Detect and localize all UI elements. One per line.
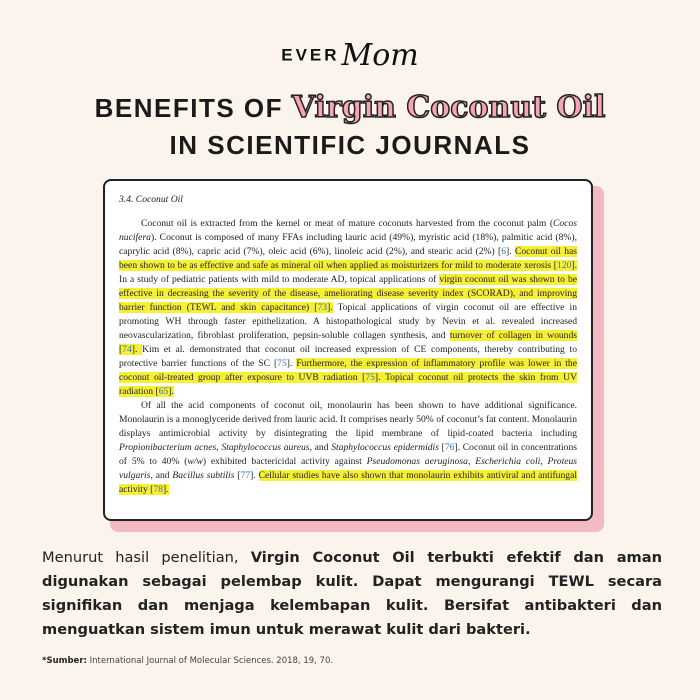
p1-segment: ]. Topical coconut oil protects the skin from UV radiation [: [119, 372, 577, 397]
p2-segment: ,: [540, 456, 548, 467]
p2-segment: ]. Coconut oil in concentrations of 5% to 40% (: [119, 442, 577, 467]
p2-segment: Cellular studies have also shown that monolaurin exhibits antiviral and antifungal activity [: [119, 470, 577, 495]
p2-segment: Proteus vulgaris: [119, 456, 578, 481]
paragraph-2: [119, 399, 577, 497]
p1-segment: Coconut oil is extracted from the kernel or meat of mature coconuts harvested from the coconut palm (: [141, 218, 554, 229]
summary-text: [42, 546, 662, 642]
p2-segment: Staphylococcus aureus: [221, 442, 310, 453]
p1-segment: Coconut oil has been shown to be as effective and safe as mineral oil when applied as moisturizers for mild to moderate xerosis [: [119, 246, 578, 271]
p2-segment: Escherichia coli: [475, 456, 541, 467]
p1-segment: Topical applications of virgin coconut oil are effective in promoting WH through faster epithelization. A histopathological study by Nevin et al. revealed increased neovascularization, fibroblast proliferation, pepsin-soluble collagen synthesis, and: [119, 302, 577, 341]
p1-segment: ].: [571, 260, 577, 271]
p1-segment: 73: [317, 302, 328, 313]
p2-segment: ].: [162, 484, 169, 495]
page-title-line2: IN SCIENTIFIC JOURNALS: [169, 130, 531, 160]
p1-segment: 75: [277, 358, 287, 369]
p2-segment: , and: [150, 470, 173, 481]
summary-lead: Menurut hasil penelitian,: [42, 549, 251, 566]
section-heading: 3.4. Coconut Oil: [119, 194, 183, 205]
p2-segment: Pseudomonas aeruginosa: [366, 456, 468, 467]
p2-segment: Propionibacterium acnes: [119, 442, 217, 453]
p1-segment: ].: [168, 386, 174, 397]
p1-segment: ].: [286, 358, 297, 369]
p1-segment: 120: [557, 260, 572, 271]
brand-logo-ever: EVER: [281, 45, 340, 65]
p1-segment: turnover of collagen in wounds [: [119, 330, 577, 355]
p1-segment: Kim et al. demonstrated that coconut oil increased expression of CE components, thereby contributing to protective barrier functions of the SC [: [119, 344, 577, 369]
p2-segment: 77: [240, 470, 251, 481]
p1-segment: Cocos nucifera: [119, 218, 577, 243]
p2-segment: ) exhibited bactericidal activity against: [202, 456, 367, 467]
p2-segment: ,: [467, 456, 476, 467]
p1-segment: In a study of pediatric patients with mild to moderate AD, topical applications of: [119, 274, 440, 285]
p2-segment: ].: [250, 470, 259, 481]
p2-segment: Staphylococcus epidermidis: [331, 442, 439, 453]
p1-segment: 6: [501, 246, 507, 257]
p1-segment: virgin coconut oil was shown to be effective in decreasing the severity of the disease, ameliorating disease severity index (SCORAD), and improving barrier function (TEWL and skin capacitance) [: [119, 274, 577, 313]
title-prefix: BENEFITS OF: [94, 93, 292, 123]
summary-bold: Virgin Coconut Oil terbukti efektif dan aman digunakan sebagai pelembap kulit.: [42, 549, 662, 590]
p1-segment: ). Coconut is composed of many FFAs including lauric acid (49%), myristic acid (18%), palmitic acid (8%), caprylic acid (8%), capric acid (7%), oleic acid (6%), linoleic acid (2%), and stearic acid (2%) [: [119, 232, 577, 257]
p2-segment: [: [234, 470, 241, 481]
p2-segment: w/w: [187, 456, 203, 467]
p1-segment: ].: [327, 302, 333, 313]
p2-segment: [: [438, 442, 445, 453]
p1-segment: 65: [158, 386, 169, 397]
page-title-line1: [0, 90, 700, 125]
p1-segment: ].: [131, 344, 143, 355]
source-text: International Journal of Molecular Sciences. 2018, 19, 70.: [86, 656, 334, 666]
p2-segment: ,: [216, 442, 222, 453]
brand-logo-mom: Mom: [341, 38, 419, 73]
summary-rest: Dapat mengurangi TEWL secara signifikan dan menjaga kelembapan kulit. Bersifat antibakteri dan menguatkan sistem imun untuk merawat kulit dari bakteri.: [42, 573, 663, 638]
source-citation: [42, 656, 333, 666]
p1-segment: 74: [122, 344, 132, 355]
p1-segment: Furthermore, the expression of inflammatory profile was lower in the coconut oil-treated group after exposure to UVB radiation [: [119, 358, 577, 383]
p2-segment: Of all the acid components of coconut oil, monolaurin has been shown to have additional significance. Monolaurin is a monoglyceride derived from lauric acid. It comprises nearly 50% of coconut’s fat content. Monolaurin displays antimicrobial activity by disintegrating the lipid membrane of lipid-coated bacteria including: [119, 400, 577, 439]
p2-segment: 76: [444, 442, 455, 453]
brand-logo: [0, 38, 700, 78]
p2-segment: 78: [153, 484, 163, 495]
title-highlight: Virgin Coconut Oil: [291, 90, 606, 125]
source-label: *Sumber:: [42, 656, 87, 666]
p2-segment: , and: [309, 442, 332, 453]
p2-segment: Bacillus subtilis: [172, 470, 235, 481]
paragraph-1: [119, 217, 577, 399]
journal-excerpt-card: [103, 179, 593, 521]
p1-segment: 75: [365, 372, 375, 383]
p1-segment: ].: [506, 246, 515, 257]
